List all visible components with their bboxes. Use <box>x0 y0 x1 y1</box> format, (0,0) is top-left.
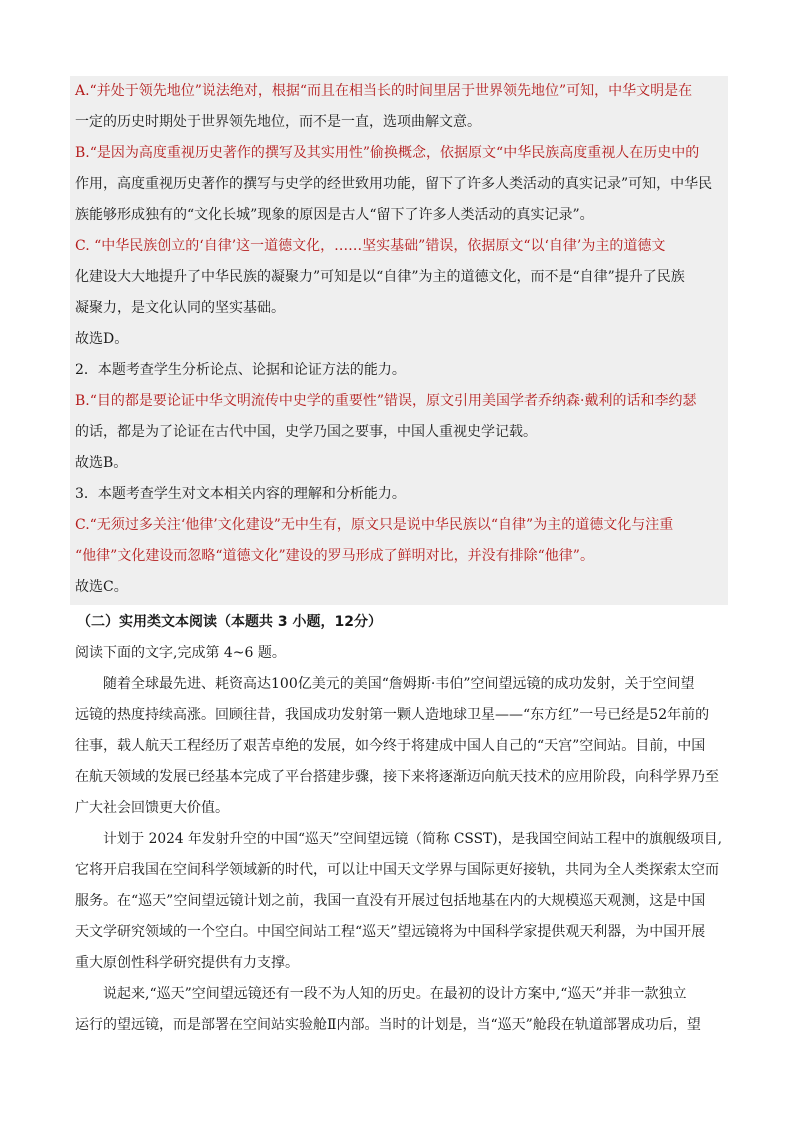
passage-line: 远镜的热度持续高涨。回顾往昔，我国成功发射第一颗人造地球卫星——“东方红”一号已经是52年前的 <box>75 707 710 723</box>
passage-line: 重大原创性科学研究提供有力支撑。 <box>75 955 299 971</box>
answer-line: 故选C。 <box>75 579 128 595</box>
answer-line: 故选B。 <box>75 455 128 471</box>
passage-line: 天文学研究领域的一个空白。中国空间站工程“巡天”望远镜将为中国科学家提供观天利器，为中国开展 <box>75 924 706 940</box>
answer-line: B.“是因为高度重视历史著作的撰写及其实用性”偷换概念，依据原文“中华民族高度重视人在历史中的 <box>75 145 700 161</box>
passage-line: 运行的望远镜，而是部署在空间站实验舱Ⅱ内部。当时的计划是，当“巡天”舱段在轨道部署成功后，望 <box>75 1017 701 1033</box>
answer-line: 一定的历史时期处于世界领先地位，而不是一直，选项曲解文意。 <box>75 114 481 130</box>
answer-line: 化建设大大地提升了中华民族的凝聚力”可知是以“自律”为主的道德文化，而不是“自律”提升了民族 <box>75 269 685 285</box>
answer-line: 3．本题考查学生对文本相关内容的理解和分析能力。 <box>75 486 406 502</box>
passage-line: 服务。在“巡天”空间望远镜计划之前，我国一直没有开展过包括地基在内的大规模巡天观测，这是中国 <box>75 893 706 909</box>
instruction-text: 阅读下面的文字,完成第 4~6 题。 <box>75 645 286 661</box>
answer-line: C. “中华民族创立的‘自律’这一道德文化，……坚实基础”错误，依据原文“以‘自律’为主的道德文 <box>75 238 666 254</box>
passage-line: 说起来,“巡天”空间望远镜还有一段不为人知的历史。在最初的设计方案中,“巡天”并非一款独立 <box>103 986 687 1002</box>
passage-line: 计划于 2024 年发射升空的中国“巡天”空间望远镜（简称 CSST)，是我国空间站工程中的旗舰级项目, <box>103 831 722 847</box>
answer-line: A.“并处于领先地位”说法绝对，根据“而且在相当长的时间里居于世界领先地位”可知，中华文明是在 <box>75 83 693 99</box>
passage-line: 随着全球最先进、耗资高达100亿美元的美国“詹姆斯·韦伯”空间望远镜的成功发射，关于空间望 <box>103 676 695 692</box>
passage-line: 它将开启我国在空间科学领域新的时代，可以让中国天文学界与国际更好接轨，共同为全人类探索太空而 <box>75 862 719 878</box>
answer-line: 凝聚力，是文化认同的坚实基础。 <box>75 300 285 316</box>
answer-line: 作用，高度重视历史著作的撰写与史学的经世致用功能，留下了许多人类活动的真实记录”可知，中华民 <box>75 176 713 192</box>
answer-line: “他律”文化建设而忽略“道德文化”建设的罗马形成了鲜明对比，并没有排除“他律”。 <box>75 548 594 564</box>
section-heading: （二）实用类文本阅读（本题共 3 小题，12分） <box>77 614 382 630</box>
answer-line: C.“无须过多关注‘他律’文化建设”无中生有，原文只是说中华民族以“自律”为主的道德文化与注重 <box>75 517 674 533</box>
answer-line: 故选D。 <box>75 331 129 347</box>
answer-line: B.“目的都是要论证中华文明流传中史学的重要性”错误，原文引用美国学者乔纳森·戴利的话和李约瑟 <box>75 393 697 409</box>
passage-line: 在航天领域的发展已经基本完成了平台搭建步骤，接下来将逐渐迈向航天技术的应用阶段，向科学界乃至 <box>75 769 719 785</box>
answer-line: 2．本题考查学生分析论点、论据和论证方法的能力。 <box>75 362 406 378</box>
answer-line: 族能够形成独有的“文化长城”现象的原因是古人“留下了许多人类活动的真实记录”。 <box>75 207 594 223</box>
answer-line: 的话，都是为了论证在古代中国，史学乃国之要事，中国人重视史学记载。 <box>75 424 537 440</box>
passage-line: 往事，载人航天工程经历了艰苦卓绝的发展，如今终于将建成中国人自己的“天宫”空间站。目前，中国 <box>75 738 706 754</box>
passage-line: 广大社会回馈更大价值。 <box>75 800 229 816</box>
